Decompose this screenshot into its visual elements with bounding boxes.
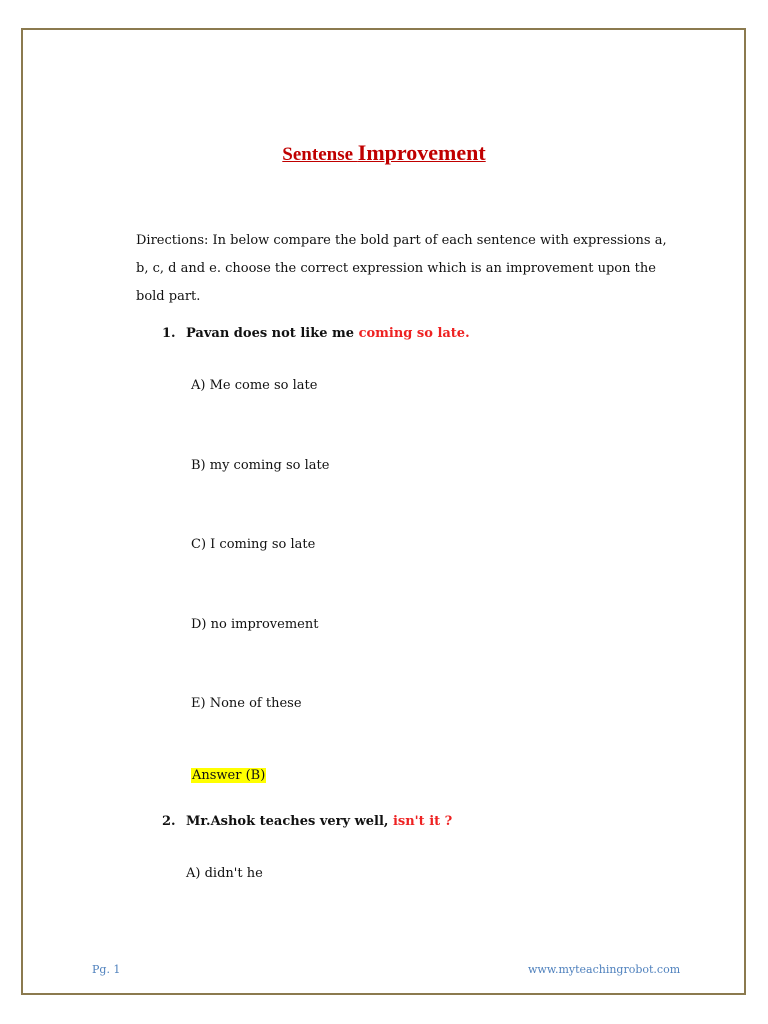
footer-website-link[interactable]: www.myteachingrobot.com — [528, 963, 681, 976]
question-2-option-a: A) didn't he — [186, 866, 263, 881]
question-1-number: 1. — [162, 326, 176, 341]
question-1-text: Pavan does not like me — [186, 326, 359, 341]
directions-text: Directions: In below compare the bold part of each sentence with expressions a, b, c, d and e. choose the correct expression which is an improvement upon the bold part. — [136, 233, 667, 304]
question-1-option-b: B) my coming so late — [191, 458, 330, 473]
question-1-answer: Answer (B) — [192, 768, 266, 783]
page-title — [0, 140, 768, 166]
question-1-option-e: E) None of these — [191, 696, 302, 711]
title-part-2: Improvement — [357, 140, 486, 165]
title-part-1: Sentense — [282, 144, 358, 165]
question-2-number: 2. — [162, 814, 176, 829]
page-border — [21, 28, 746, 995]
question-1-highlight: coming so late. — [358, 326, 470, 341]
question-2 — [162, 814, 452, 829]
question-1-option-a: A) Me come so late — [191, 378, 318, 393]
question-1-option-c: C) I coming so late — [191, 537, 316, 552]
question-2-highlight: isn't it ? — [392, 814, 453, 829]
question-1 — [162, 326, 470, 341]
footer-page-number: Pg. 1 — [92, 963, 121, 976]
question-1-option-d: D) no improvement — [191, 617, 319, 632]
question-2-text: Mr.Ashok teaches very well, — [186, 814, 393, 829]
